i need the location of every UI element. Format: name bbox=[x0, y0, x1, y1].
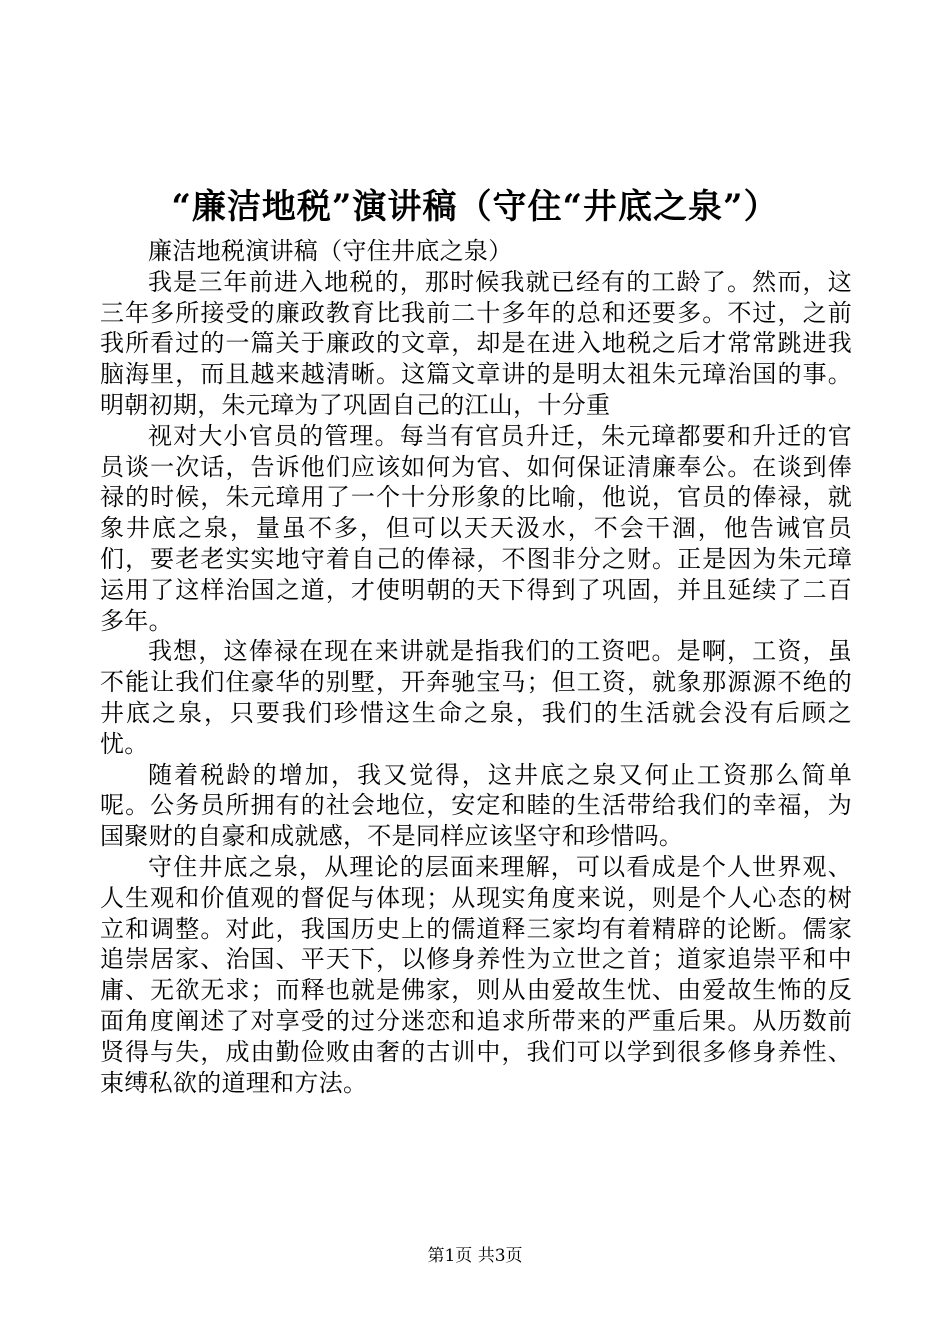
document-body bbox=[100, 236, 852, 1098]
paragraph: 随着税龄的增加，我又觉得，这井底之泉又何止工资那么简单呢。公务员所拥有的社会地位，安定和睦的生活带给我们的幸福，为国聚财的自豪和成就感，不是同样应该坚守和珍惜吗。 bbox=[100, 760, 852, 851]
page-number-footer: 第1页 共3页 bbox=[427, 1246, 523, 1266]
paragraph: 视对大小官员的管理。每当有官员升迁，朱元璋都要和升迁的官员谈一次话，告诉他们应该如何为官、如何保证清廉奉公。在谈到俸禄的时候，朱元璋用了一个十分形象的比喻，他说，官员的俸禄，就象井底之泉，量虽不多，但可以天天汲水，不会干涸，他告诫官员们，要老老实实地守着自己的俸禄，不图非分之财。正是因为朱元璋运用了这样治国之道，才使明朝的天下得到了巩固，并且延续了二百多年。 bbox=[100, 421, 852, 635]
paragraph: 守住井底之泉，从理论的层面来理解，可以看成是个人世界观、人生观和价值观的督促与体现；从现实角度来说，则是个人心态的树立和调整。对此，我国历史上的儒道释三家均有着精辟的论断。儒家追崇居家、治国、平天下，以修身养性为立世之首；道家追崇平和中庸、无欲无求；而释也就是佛家，则从由爱故生忧、由爱故生怖的反面角度阐述了对享受的过分迷恋和追求所带来的严重后果。从历数前贤得与失，成由勤俭败由奢的古训中，我们可以学到很多修身养性、束缚私欲的道理和方法。 bbox=[100, 852, 852, 1097]
document-title: “廉洁地税”演讲稿（守住“井底之泉”） bbox=[171, 187, 779, 227]
paragraph-subtitle: 廉洁地税演讲稿（守住井底之泉） bbox=[148, 237, 513, 265]
paragraph: 我想，这俸禄在现在来讲就是指我们的工资吧。是啊，工资，虽不能让我们住豪华的别墅，开奔驰宝马；但工资，就象那源源不绝的井底之泉，只要我们珍惜这生命之泉，我们的生活就会没有后顾之忧。 bbox=[100, 637, 852, 758]
paragraph: 我是三年前进入地税的，那时候我就已经有的工龄了。然而，这三年多所接受的廉政教育比我前二十多年的总和还要多。不过，之前我所看过的一篇关于廉政的文章，却是在进入地税之后才常常跳进我脑海里，而且越来越清晰。这篇文章讲的是明太祖朱元璋治国的事。明朝初期，朱元璋为了巩固自己的江山，十分重 bbox=[100, 267, 852, 419]
